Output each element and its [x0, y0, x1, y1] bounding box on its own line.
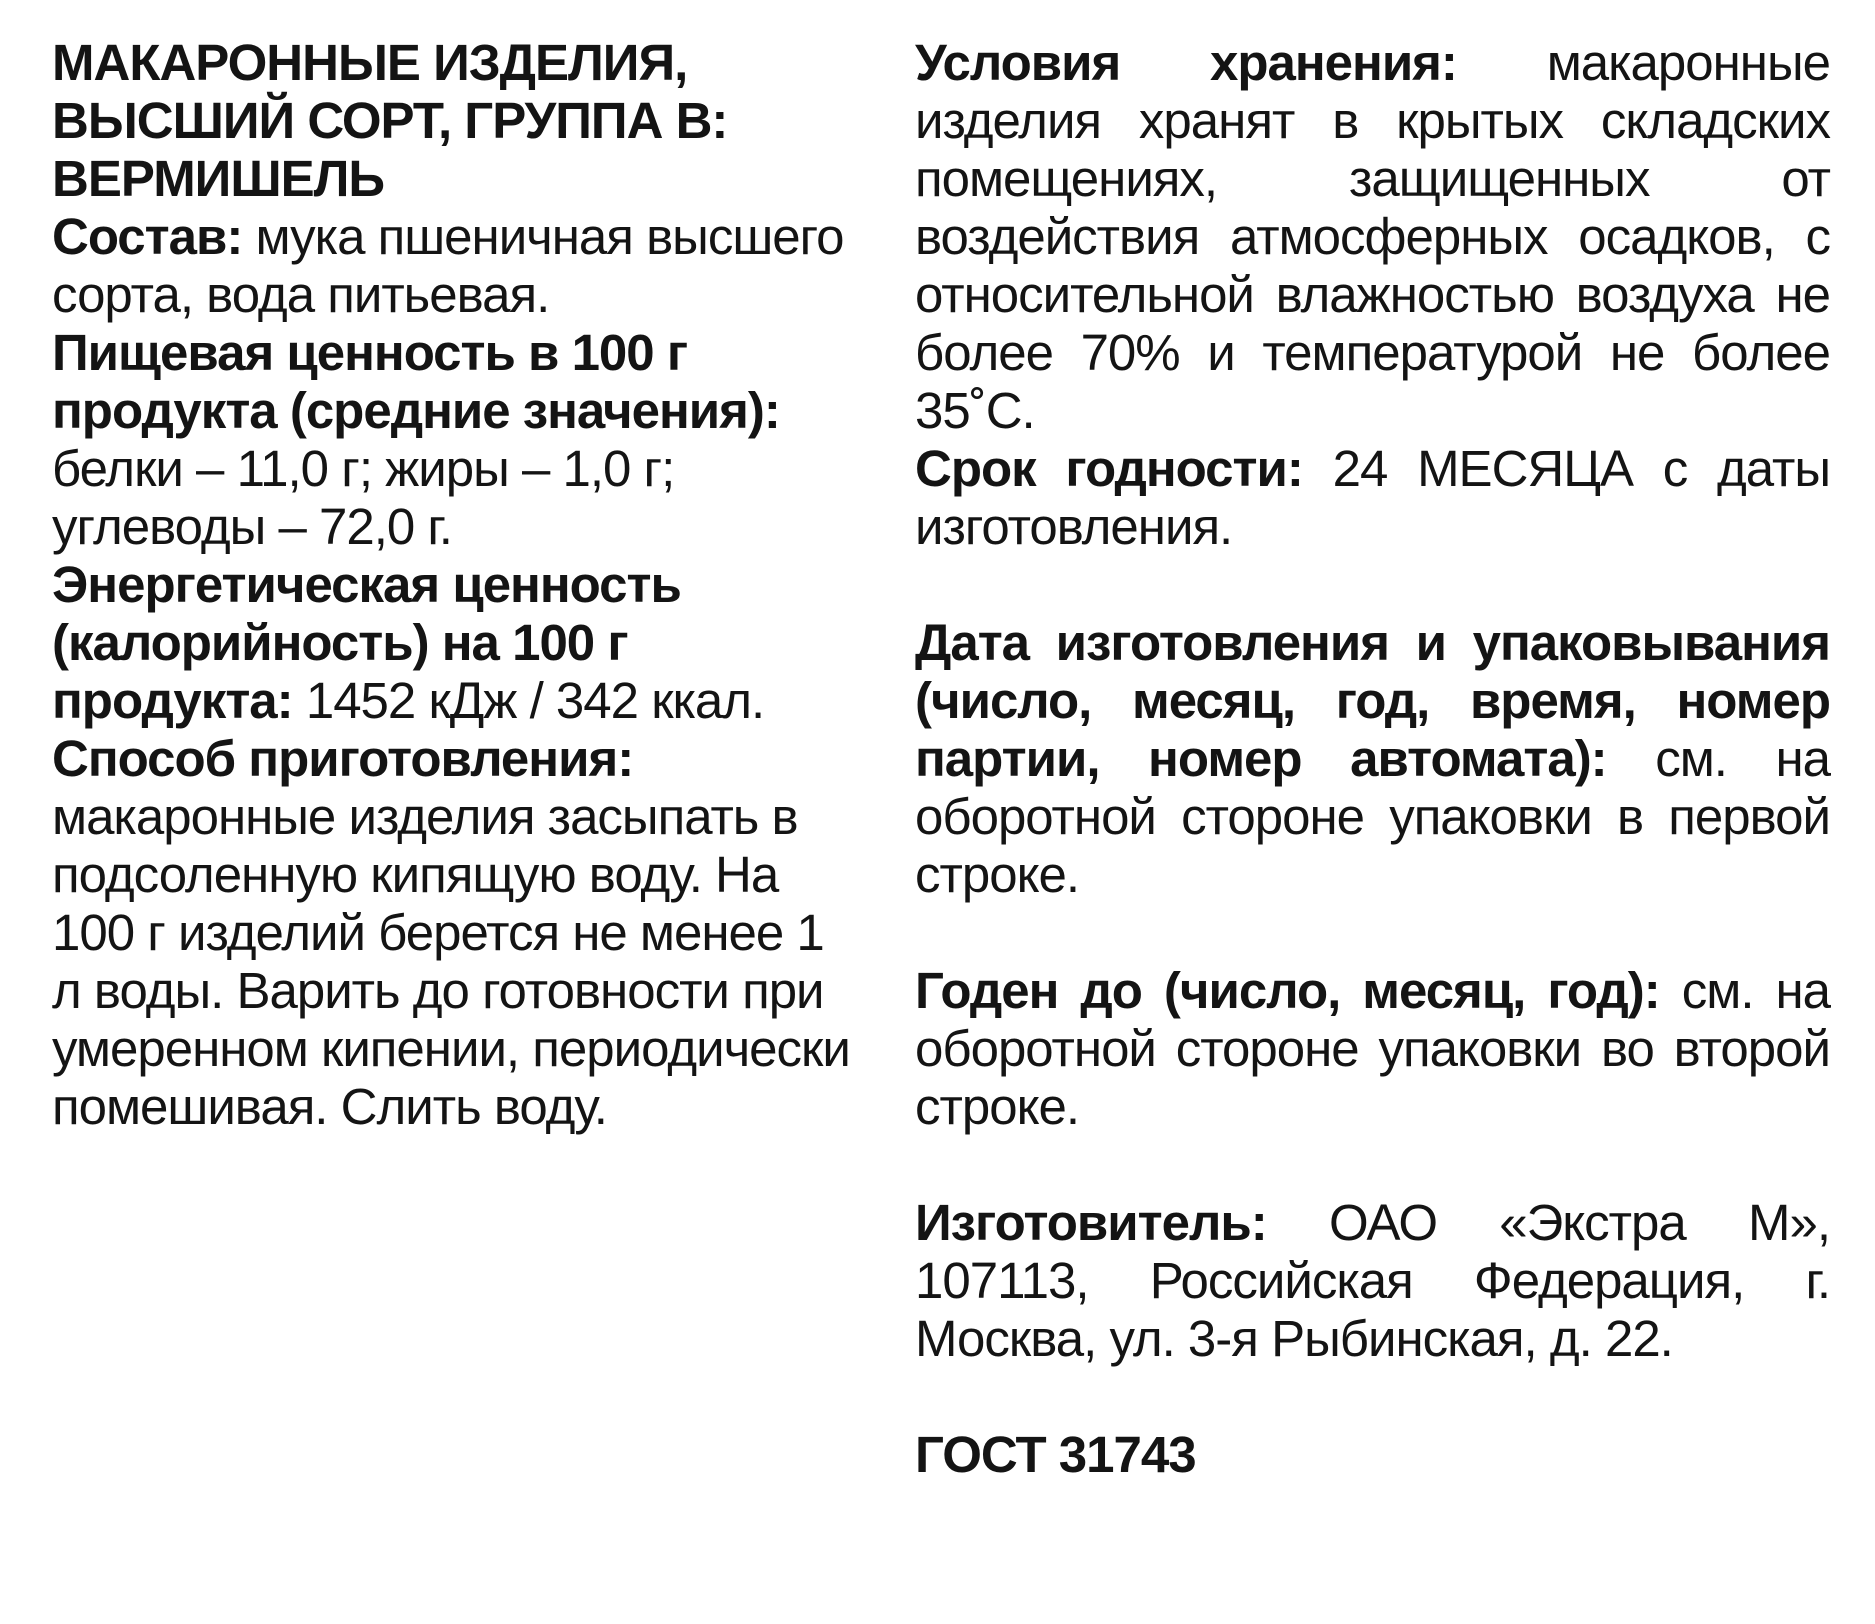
manufacturer-text: ОАО «Экстра М», 107113, Российская Федерация, г. Москва, ул. 3-я Рыбинская, д. 22.: [915, 1194, 1831, 1367]
manufacture-date-text: см. на оборотной стороне упаковки в первой строке.: [915, 730, 1830, 903]
shelf-life-section: [915, 440, 1830, 556]
preparation-label: Способ приготовления:: [52, 730, 634, 787]
left-column: [52, 34, 852, 1136]
standard-section: [915, 1426, 1830, 1484]
composition-section: [52, 208, 852, 324]
spacer: [915, 556, 1830, 614]
nutrition-label: Пищевая ценность в 100 г продукта (средние значения):: [52, 324, 780, 439]
composition-label: Состав:: [52, 208, 243, 265]
spacer: [915, 904, 1830, 962]
storage-section: [915, 34, 1830, 440]
storage-text: макаронные изделия хранят в крытых складских помещениях, защищенных от воздействия атмосферных осадков, с относительной влажностью воздуха не более 70% и температурой не более 35˚С.: [915, 34, 1830, 439]
nutrition-text: белки – 11,0 г; жиры – 1,0 г; углеводы – 72,0 г.: [52, 440, 675, 555]
energy-text: 1452 кДж / 342 ккал.: [305, 672, 765, 729]
product-title: МАКАРОННЫЕ ИЗДЕЛИЯ, ВЫСШИЙ СОРТ, ГРУППА В: ВЕРМИШЕЛЬ: [52, 34, 728, 207]
shelf-life-label: Срок годности:: [915, 440, 1303, 497]
best-before-text: см. на оборотной стороне упаковки во второй строке.: [915, 962, 1831, 1135]
shelf-life-text: 24 МЕСЯЦА с даты изготовления.: [915, 440, 1830, 555]
energy-label: Энергетическая ценность (калорийность) на 100 г продукта:: [52, 556, 681, 729]
composition-text: мука пшеничная высшего сорта, вода питьевая.: [52, 208, 844, 323]
manufacturer-label: Изготовитель:: [915, 1194, 1267, 1251]
manufacture-date-label: Дата изготовления и упаковывания (число, месяц, год, время, номер партии, номер автомата):: [915, 614, 1830, 787]
manufacturer-section: [915, 1194, 1830, 1368]
standard-code: ГОСТ 31743: [915, 1426, 1196, 1483]
preparation-text: макаронные изделия засыпать в подсоленную кипящую воду. На 100 г изделий берется не менее 1 л воды. Варить до готовности при умеренном кипении, периодически помешивая. Слить воду.: [52, 788, 850, 1135]
spacer: [915, 1136, 1830, 1194]
storage-label: Условия хранения:: [915, 34, 1457, 91]
nutrition-section: [52, 324, 852, 556]
right-column: [915, 34, 1830, 1484]
best-before-label: Годен до (число, месяц, год):: [915, 962, 1660, 1019]
manufacture-date-section: [915, 614, 1830, 904]
preparation-section: [52, 730, 852, 1136]
spacer: [915, 1368, 1830, 1426]
best-before-section: [915, 962, 1830, 1136]
energy-section: [52, 556, 852, 730]
